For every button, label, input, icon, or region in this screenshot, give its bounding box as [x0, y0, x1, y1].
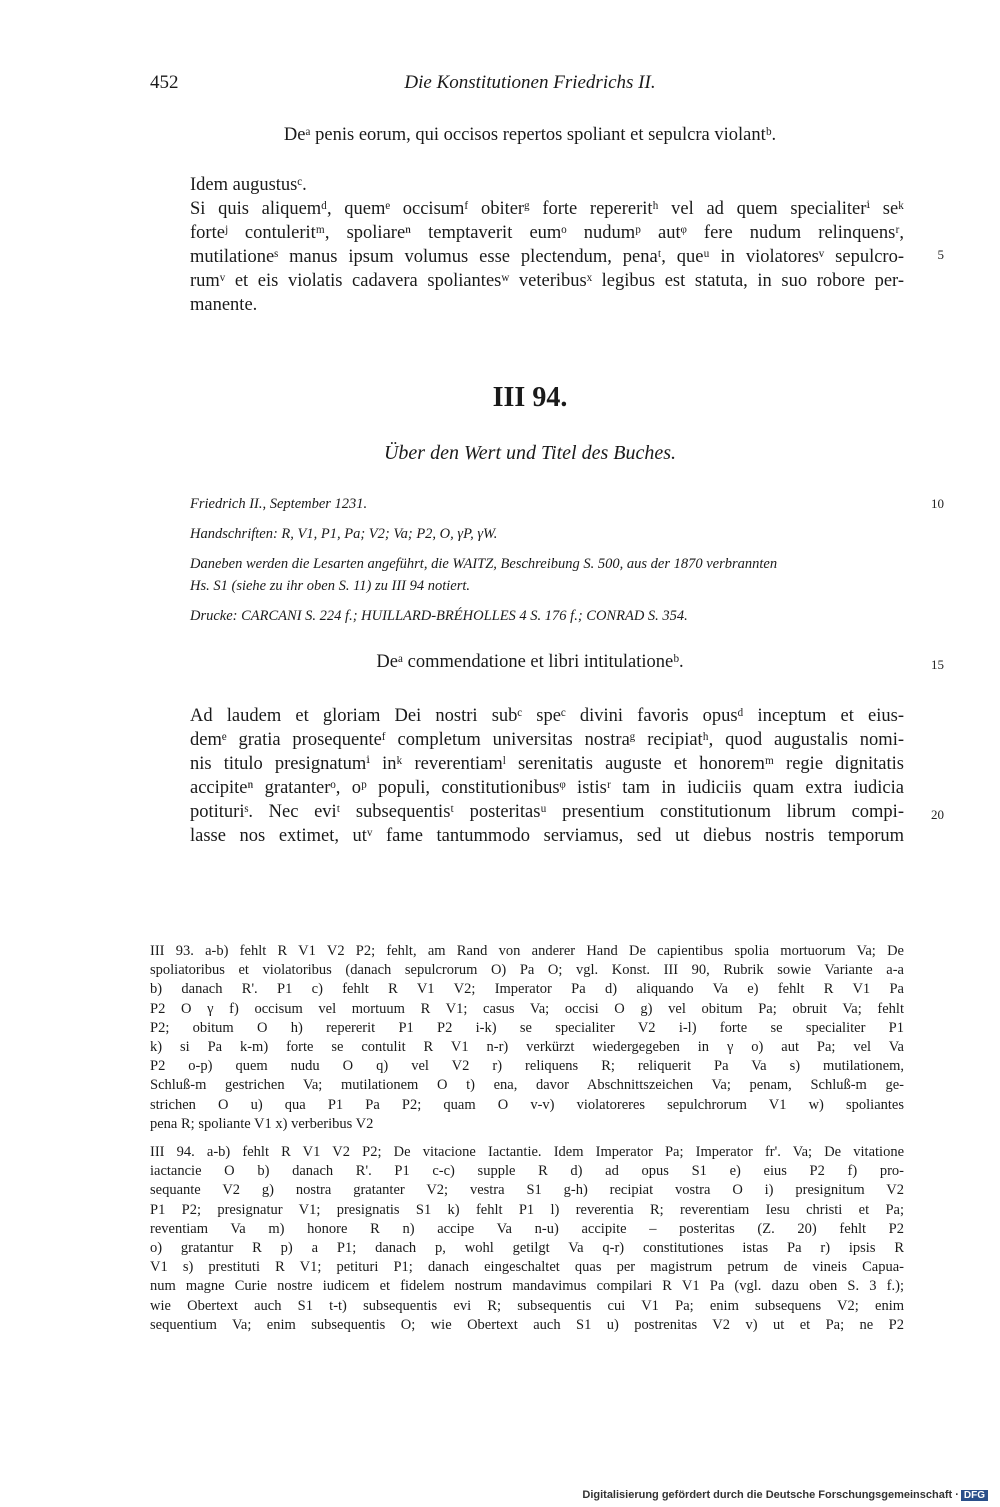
- apparatus-III-93: [150, 942, 904, 1134]
- intro-variants: Daneben werden die Lesarten angeführt, die WAITZ, Beschreibung S. 500, aus der 1870 verbrannten: [190, 556, 778, 572]
- running-title: Die Konstitutionen Friedrichs II.: [404, 72, 656, 93]
- apparatus-line: V1 s) prestituti R V1; petituri P1; danach eingeschaltet quas per magistrum petrum de vineis Capua-: [150, 1259, 904, 1276]
- text-line: Ad laudem et gloriam Dei nostri subᶜ speᶜ divini favoris opusᵈ inceptum et eius-: [190, 706, 904, 726]
- intro-manuscripts: Handschriften: R, V1, P1, Pa; V2; Va; P2, O, γP, γW.: [190, 526, 498, 542]
- text-line: Si quis aliquemᵈ, quemᵉ occisumᶠ obiterᵍ forte repereritʰ vel ad quem specialiterⁱ seᵏ: [190, 199, 904, 219]
- text-line: manente.: [190, 295, 258, 315]
- footer-credit: [582, 1489, 988, 1501]
- apparatus-line: pena R; spoliante V1 x) verberibus V2: [150, 1115, 374, 1132]
- text-line: lasse nos extimet, utᵛ fame tantummodo serviamus, sed ut diebus nostris temporum: [190, 826, 904, 846]
- section-2-body: [190, 704, 904, 848]
- apparatus-line: spoliatoribus et violatoribus (danach sepulcrorum O) Pa O; vgl. Konst. III 90, Rubrik sowie Variante a-a: [150, 962, 904, 979]
- apparatus-line: b) danach R'. P1 c) fehlt R V1 V2; Imperator Pa d) aliquando Va e) fehlt R V1 Pa: [150, 981, 904, 998]
- apparatus-line: reventiam Va m) honore R n) accipe Va n-u) accipite – posteritas (Z. 20) fehlt P2: [150, 1220, 904, 1237]
- section-2-title: Deᵃ commendatione et libri intitulationeᵇ.: [376, 652, 684, 672]
- section-heading: Über den Wert und Titel des Buches.: [383, 442, 676, 464]
- text-line: nis titulo presignatumⁱ inᵏ reverentiamˡ serenitatis auguste et honoremᵐ regie dignitatis: [190, 754, 904, 774]
- apparatus-line: iactancie O b) danach R'. P1 c-c) supple R d) ad opus S1 e) eius P2 f) pro-: [150, 1163, 904, 1180]
- intro-prints: Drucke: CARCANI S. 224 f.; HUILLARD-BRÉHOLLES 4 S. 176 f.; CONRAD S. 354.: [190, 608, 688, 624]
- apparatus-line: sequentium Va; enim subsequentis O; wie Obertext auch S1 u) postrenitas V2 v) ut et Pa; ne P2: [150, 1316, 904, 1333]
- apparatus-line: P2 O γ f) occisum vel mortuum R V1; casus Va; occisi O g) vel obitum Pa; obruit Va; fehlt: [150, 1000, 904, 1017]
- section-1-title: Deᵃ penis eorum, qui occisos repertos spoliant et sepulcra violantᵇ.: [283, 125, 777, 145]
- page-header: [150, 72, 910, 102]
- text-line: potituriˢ. Nec eviᵗ subsequentisᵗ posteritasᵘ presentium constitutionum librum compi-: [190, 802, 904, 822]
- apparatus-line: III 93. a-b) fehlt R V1 V2 P2; fehlt, am Rand von anderer Hand De capientibus spolia mortuorum Va; De: [150, 943, 904, 959]
- page-number: 452: [150, 72, 179, 93]
- apparatus-line: k) si Pa k-m) forte se contulit R V1 n-r) verkürzt wiedergegeben in γ o) aut Pa; vel Va: [150, 1038, 904, 1055]
- apparatus-line: sequante V2 g) nostra gratanter V2; vestra S1 g-h) recipiat vostra O i) presignitum V2: [150, 1182, 904, 1199]
- footer-text: Digitalisierung gefördert durch die Deutsche Forschungsgemeinschaft ·: [582, 1489, 959, 1501]
- intro-date: Friedrich II., September 1231.: [190, 496, 368, 512]
- text-line: forteʲ contuleritᵐ, spoliareⁿ temptaverit eumᵒ nudumᵖ autᵠ fere nudum relinquensʳ,: [190, 223, 904, 243]
- margin-line-number: 20: [931, 807, 944, 822]
- apparatus-line: P1 P2; presignatur V1; presignatis S1 k) fehlt P1 l) reverentia R; reverentiam Iesu christi et Pa;: [150, 1201, 904, 1218]
- section-intro: [190, 493, 910, 627]
- text-line: accipiteⁿ gratanterᵒ, oᵖ populi, constitutionibusᵠ istisʳ tam in iudiciis quam extra iudicia: [190, 778, 904, 798]
- margin-line-number: 10: [931, 496, 944, 511]
- apparatus-line: strichen O u) qua P1 Pa P2; quam O v-v) violatoreres sepulchrorum V1 w) spoliantes: [150, 1096, 904, 1113]
- margin-line-number: 5: [937, 247, 944, 262]
- text-line: demᵉ gratia prosequenteᶠ completum universitas nostraᵍ recipiatʰ, quod augustalis nomi-: [190, 730, 904, 750]
- text-line: mutilationeˢ manus ipsum volumus esse plectendum, penaᵗ, queᵘ in violatoresᵛ sepulcro-: [190, 247, 904, 267]
- apparatus-line: num magne Curie nostre iudicem et fidelem nostrum mandavimus compilari R V1 Pa (vgl. dazu oben S. 3 f.);: [150, 1278, 904, 1295]
- margin-line-number: 15: [931, 657, 944, 672]
- apparatus-line: III 94. a-b) fehlt R V1 V2 P2; De vitacione Iactantie. Idem Imperator Pa; Imperator fr'. Va; De vitatione: [150, 1144, 904, 1160]
- apparatus-line: wie Obertext auch S1 t-t) subsequentis evi R; subsequentis cui V1 Pa; enim subsequens V2; enim: [150, 1297, 904, 1314]
- section-1-body: [190, 173, 904, 317]
- dfg-logo: DFG: [961, 1490, 988, 1501]
- apparatus-III-94: [150, 1143, 904, 1335]
- apparatus-line: P2; obitum O h) repererit P1 P2 i-k) se specialiter V2 i-l) forte se specialiter P1: [150, 1019, 904, 1036]
- section-number: III 94.: [492, 382, 568, 413]
- apparatus-line: Schluß-m gestrichen Va; mutilationem O t) ena, davor Abschnittszeichen Va; penam, Schluß-m ge-: [150, 1077, 904, 1094]
- text-line: Idem augustusᶜ.: [190, 175, 307, 195]
- text-line: rumᵛ et eis violatis cadavera spoliantesʷ veteribusˣ legibus est statuta, in suo robore per-: [190, 271, 904, 291]
- intro-variants-cont: Hs. S1 (siehe zu ihr oben S. 11) zu III 94 notiert.: [190, 578, 471, 594]
- apparatus-line: P2 o-p) quem nudu O q) vel V2 r) reliquens R; reliquerit Pa Va s) mutilationem,: [150, 1058, 904, 1075]
- apparatus-line: o) gratantur R p) a P1; danach p, wohl getilgt Va q-r) constitutiones istas Pa r) ipsis R: [150, 1239, 904, 1256]
